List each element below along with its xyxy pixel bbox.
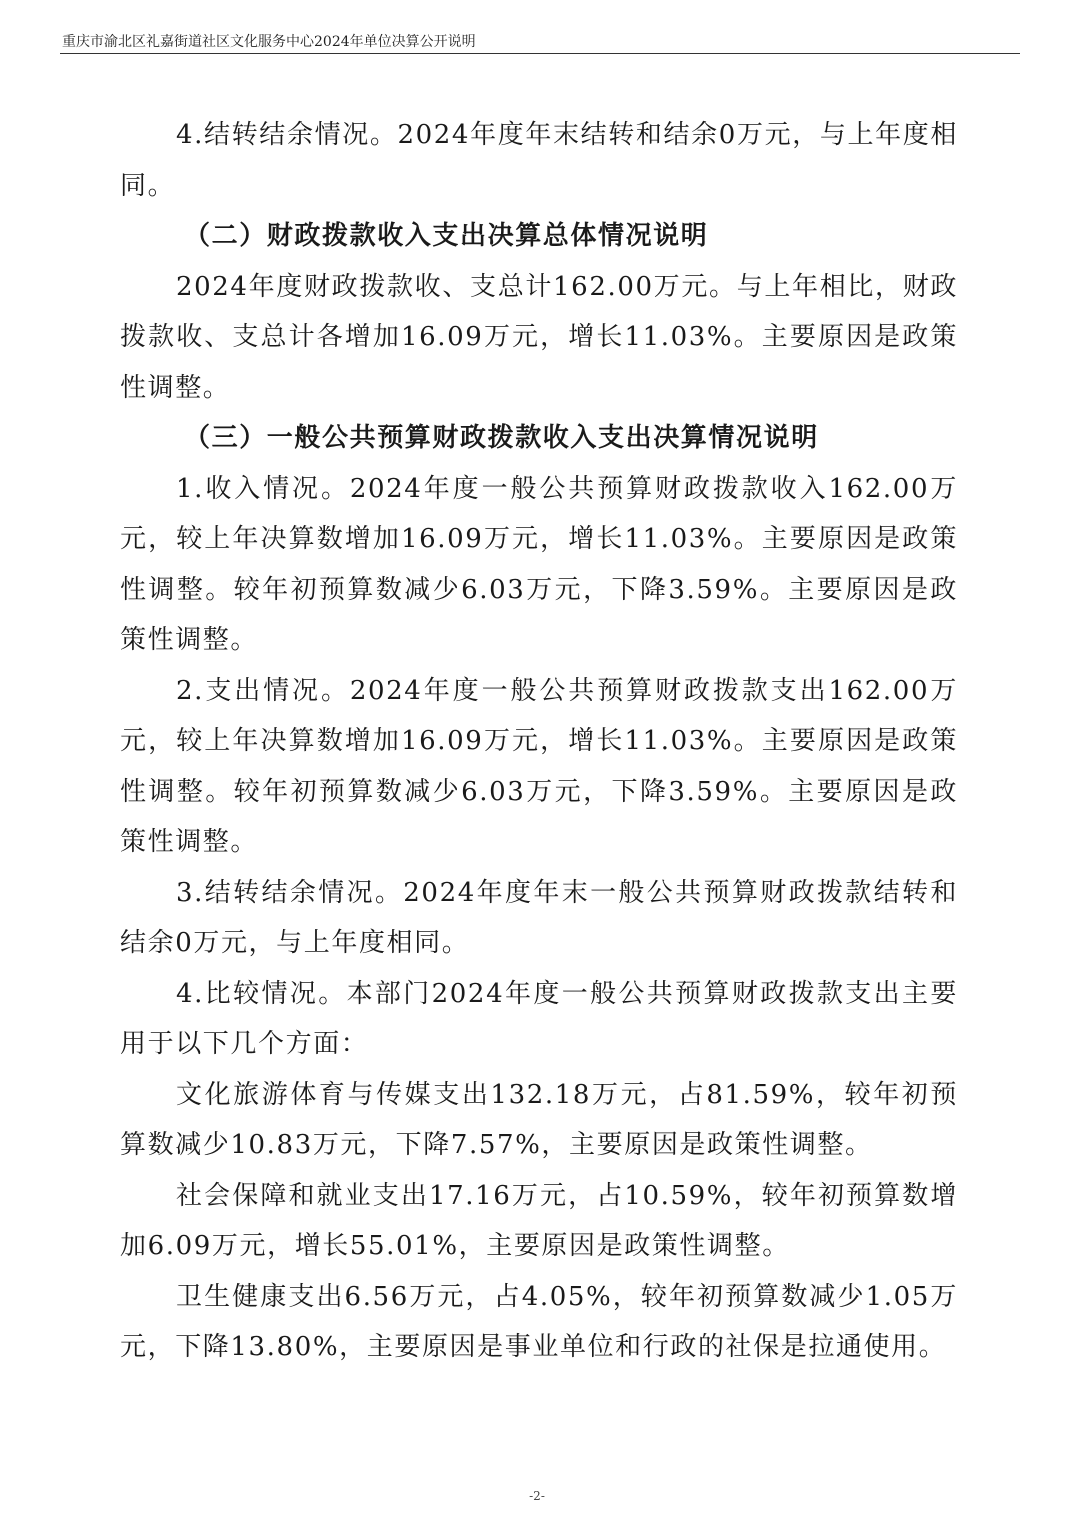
page-number: -2- [529, 1489, 545, 1503]
header-divider [60, 53, 1020, 54]
paragraph-expenditure: 2.支出情况。2024年度一般公共预算财政拨款支出162.00万元，较上年决算数增加16.09万元，增长11.03%。主要原因是政策性调整。较年初预算数减少6.03万元，下降3.59%。主要原因是政策性调整。 [120, 675, 958, 857]
running-header: 重庆市渝北区礼嘉街道社区文化服务中心2024年单位决算公开说明 [62, 34, 476, 50]
paragraph-social-security-expense: 社会保障和就业支出17.16万元，占10.59%，较年初预算数增加6.09万元，增长55.01%，主要原因是政策性调整。 [120, 1180, 958, 1261]
paragraph-health-expense: 卫生健康支出6.56万元，占4.05%，较年初预算数减少1.05万元，下降13.80%，主要原因是事业单位和行政的社保是拉通使用。 [120, 1281, 958, 1362]
section-heading-general-budget: （三）一般公共预算财政拨款收入支出决算情况说明 [184, 423, 819, 453]
paragraph-fiscal-overview: 2024年度财政拨款收、支总计162.00万元。与上年相比，财政拨款收、支总计各增加16.09万元，增长11.03%。主要原因是政策性调整。 [120, 271, 958, 403]
document-body [120, 110, 958, 1373]
paragraph-culture-expense: 文化旅游体育与传媒支出132.18万元，占81.59%，较年初预算数减少10.83万元，下降7.57%，主要原因是政策性调整。 [120, 1079, 958, 1160]
paragraph-carryover-balance: 4.结转结余情况。2024年度年末结转和结余0万元，与上年度相同。 [120, 120, 958, 201]
paragraph-income: 1.收入情况。2024年度一般公共预算财政拨款收入162.00万元，较上年决算数增加16.09万元，增长11.03%。主要原因是政策性调整。较年初预算数减少6.03万元，下降3.59%。主要原因是政策性调整。 [120, 473, 958, 655]
paragraph-general-carryover: 3.结转结余情况。2024年度年末一般公共预算财政拨款结转和结余0万元，与上年度相同。 [120, 877, 958, 958]
section-heading-fiscal-overview: （二）财政拨款收入支出决算总体情况说明 [184, 221, 709, 251]
paragraph-comparison: 4.比较情况。本部门2024年度一般公共预算财政拨款支出主要用于以下几个方面： [120, 978, 958, 1059]
